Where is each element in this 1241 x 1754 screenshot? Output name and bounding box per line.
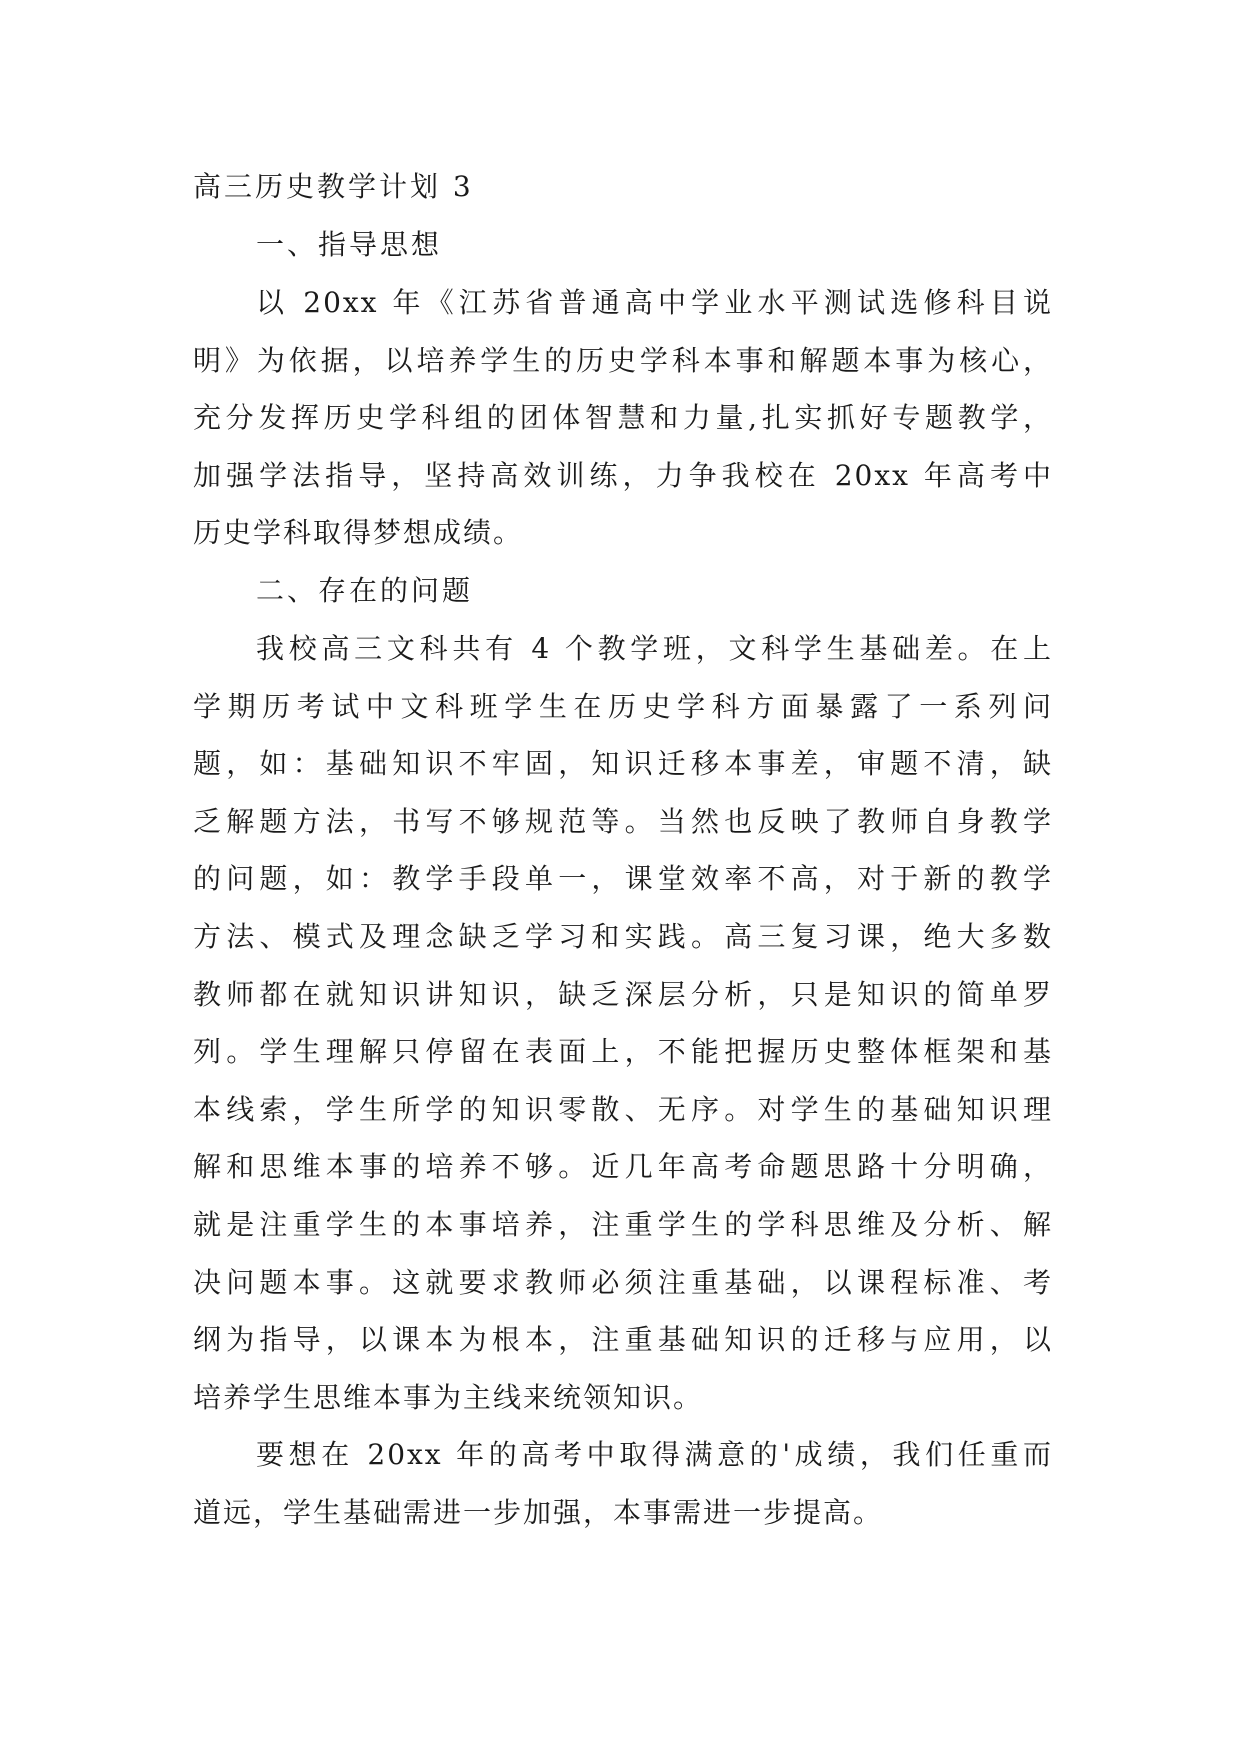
text-line: 以 20xx 年《江苏省普通高中学业水平测试选修科目说 <box>256 286 1053 319</box>
text-line: 列。学生理解只停留在表面上，不能把握历史整体框架和基 <box>193 1035 1053 1069</box>
paragraph-goal-statement <box>193 1426 1053 1541</box>
document-title: 高三历史教学计划 3 <box>193 170 474 203</box>
text-line: 题，如：基础知识不牢固，知识迁移本事差，审题不清，缺 <box>193 747 1053 781</box>
text-line: 加强学法指导，坚持高效训练，力争我校在 20xx 年高考中 <box>193 458 1053 492</box>
text-line: 的问题，如：教学手段单一，课堂效率不高，对于新的教学 <box>193 862 1053 896</box>
section-heading-guiding-ideology: 一、指导思想 <box>256 228 443 261</box>
text-line: 培养学生思维本事为主线来统领知识。 <box>193 1380 704 1414</box>
text-line: 充分发挥历史学科组的团体智慧和力量,扎实抓好专题教学， <box>193 401 1053 435</box>
text-line: 解和思维本事的培养不够。近几年高考命题思路十分明确， <box>193 1150 1053 1184</box>
paragraph-guiding-ideology <box>193 274 1053 562</box>
text-line: 道远，学生基础需进一步加强，本事需进一步提高。 <box>193 1495 884 1529</box>
text-line: 历史学科取得梦想成绩。 <box>193 516 524 550</box>
text-line: 我校高三文科共有 4 个教学班，文科学生基础差。在上 <box>256 631 1053 665</box>
text-line: 学期历考试中文科班学生在历史学科方面暴露了一系列问 <box>193 689 1053 723</box>
text-line: 要想在 20xx 年的高考中取得满意的'成绩，我们任重而 <box>256 1438 1053 1472</box>
text-line: 教师都在就知识讲知识，缺乏深层分析，只是知识的简单罗 <box>193 977 1053 1011</box>
section-heading-existing-problems: 二、存在的问题 <box>256 573 474 607</box>
text-line: 纲为指导，以课本为根本，注重基础知识的迁移与应用，以 <box>193 1323 1053 1357</box>
text-line: 乏解题方法，书写不够规范等。当然也反映了教师自身教学 <box>193 804 1053 838</box>
document-body <box>193 158 1053 1541</box>
text-line: 明》为依据，以培养学生的历史学科本事和解题本事为核心， <box>193 343 1053 377</box>
text-line: 决问题本事。这就要求教师必须注重基础，以课程标准、考 <box>193 1265 1053 1299</box>
paragraph-existing-problems <box>193 620 1053 1426</box>
text-line: 本线索，学生所学的知识零散、无序。对学生的基础知识理 <box>193 1092 1053 1126</box>
text-line: 就是注重学生的本事培养，注重学生的学科思维及分析、解 <box>193 1207 1053 1241</box>
text-line: 方法、模式及理念缺乏学习和实践。高三复习课，绝大多数 <box>193 919 1053 953</box>
